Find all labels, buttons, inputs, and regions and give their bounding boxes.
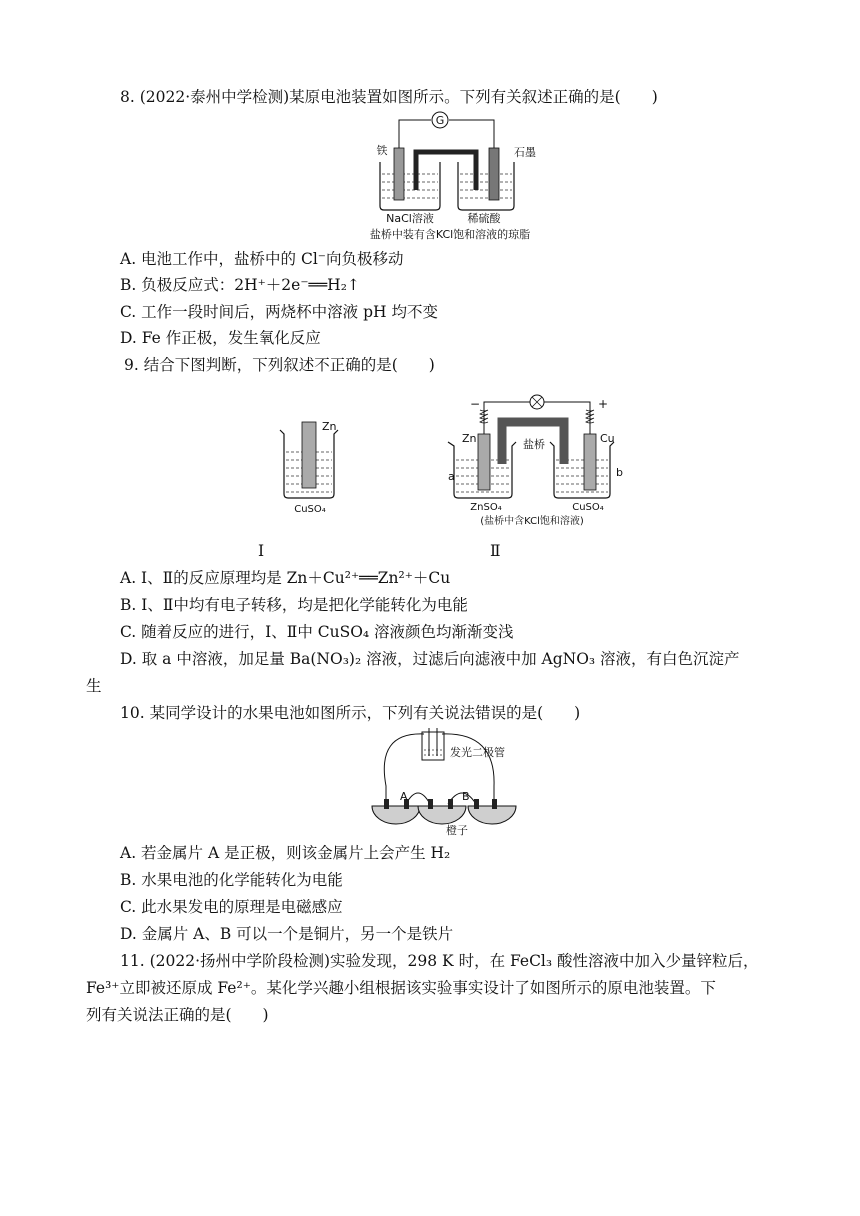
galvanometer-label: G (435, 114, 445, 127)
q9-fig2-left-electrode: Zn (462, 432, 477, 445)
q9-fig1-label: Ⅰ (258, 542, 265, 560)
q8-left-electrode: 铁 (376, 144, 388, 157)
q8-right-solution: 稀硫酸 (467, 212, 501, 225)
q9-fig2-a: a (448, 470, 455, 483)
q9-fig1-electrode: Zn (322, 420, 337, 433)
q9-option-c: C. 随着反应的进行，Ⅰ、Ⅱ中 CuSO₄ 溶液颜色均渐渐变浅 (120, 623, 514, 641)
q8-option-d: D. Fe 作正极，发生氧化反应 (120, 329, 321, 347)
q8-right-electrode: 石墨 (514, 146, 536, 159)
q9-fig2-right-solution: CuSO₄ (572, 502, 604, 513)
q10-fruit-label: 橙子 (446, 824, 468, 837)
q9-fig2-label: Ⅱ (490, 542, 501, 560)
q9-stem: 9. 结合下图判断，下列叙述不正确的是( ) (124, 356, 435, 374)
q9-fig1-solution: CuSO₄ (294, 504, 326, 515)
q9-figure-1 (276, 418, 356, 518)
q9-fig2-left-solution: ZnSO₄ (470, 502, 502, 513)
q9-fig2-b: b (616, 466, 623, 479)
q8-option-b: B. 负极反应式：2H⁺＋2e⁻══H₂↑ (120, 276, 360, 294)
q9-fig2-plus: + (598, 397, 609, 411)
q9-option-d: D. 取 a 中溶液，加足量 Ba(NO₃)₂ 溶液，过滤后向滤液中加 AgNO₃ 溶液，有白色沉淀产 (120, 650, 740, 668)
q10-figure (366, 726, 536, 836)
q9-option-a: A. Ⅰ、Ⅱ的反应原理均是 Zn＋Cu²⁺══Zn²⁺＋Cu (120, 569, 451, 587)
q8-option-a: A. 电池工作中，盐桥中的 Cl⁻向负极移动 (120, 250, 404, 268)
q10-led-label: 发光二极管 (450, 746, 505, 759)
q9-option-d-continued: 生 (86, 677, 102, 695)
q8-option-c: C. 工作一段时间后，两烧杯中溶液 pH 均不变 (120, 303, 438, 321)
q10-label-b: B (462, 790, 470, 803)
q10-option-b: B. 水果电池的化学能转化为电能 (120, 871, 343, 889)
q11-line-2: Fe³⁺立即被还原成 Fe²⁺。某化学兴趣小组根据该实验事实设计了如图所示的原电池装置。下 (86, 979, 716, 997)
q10-option-c: C. 此水果发电的原理是电磁感应 (120, 898, 343, 916)
q9-fig2-caption: (盐桥中含KCl饱和溶液) (480, 516, 584, 527)
q11-stem: 11. (2022·扬州中学阶段检测)实验发现，298 K 时，在 FeCl₃ 酸性溶液中加入少量锌粒后， (120, 952, 759, 970)
q8-left-solution: NaCl溶液 (386, 212, 434, 225)
q9-option-b: B. Ⅰ、Ⅱ中均有电子转移，均是把化学能转化为电能 (120, 596, 468, 614)
q8-figure (370, 110, 550, 242)
q10-option-d: D. 金属片 A、B 可以一个是铜片，另一个是铁片 (120, 925, 454, 943)
q8-caption: 盐桥中装有含KCl饱和溶液的琼脂 (369, 228, 531, 241)
q10-label-a: A (400, 790, 408, 803)
q11-line-3: 列有关说法正确的是( ) (86, 1006, 269, 1024)
q10-stem: 10. 某同学设计的水果电池如图所示，下列有关说法错误的是( ) (120, 704, 581, 722)
q8-stem: 8. (2022·泰州中学检测)某原电池装置如图所示。下列有关叙述正确的是( ) (120, 88, 658, 106)
q9-fig2-bridge: 盐桥 (523, 438, 545, 451)
q10-option-a: A. 若金属片 A 是正极，则该金属片上会产生 H₂ (120, 844, 451, 862)
q9-fig2-minus: − (470, 397, 481, 411)
q9-fig2-right-electrode: Cu (600, 432, 615, 445)
q9-figure-2 (440, 392, 624, 532)
